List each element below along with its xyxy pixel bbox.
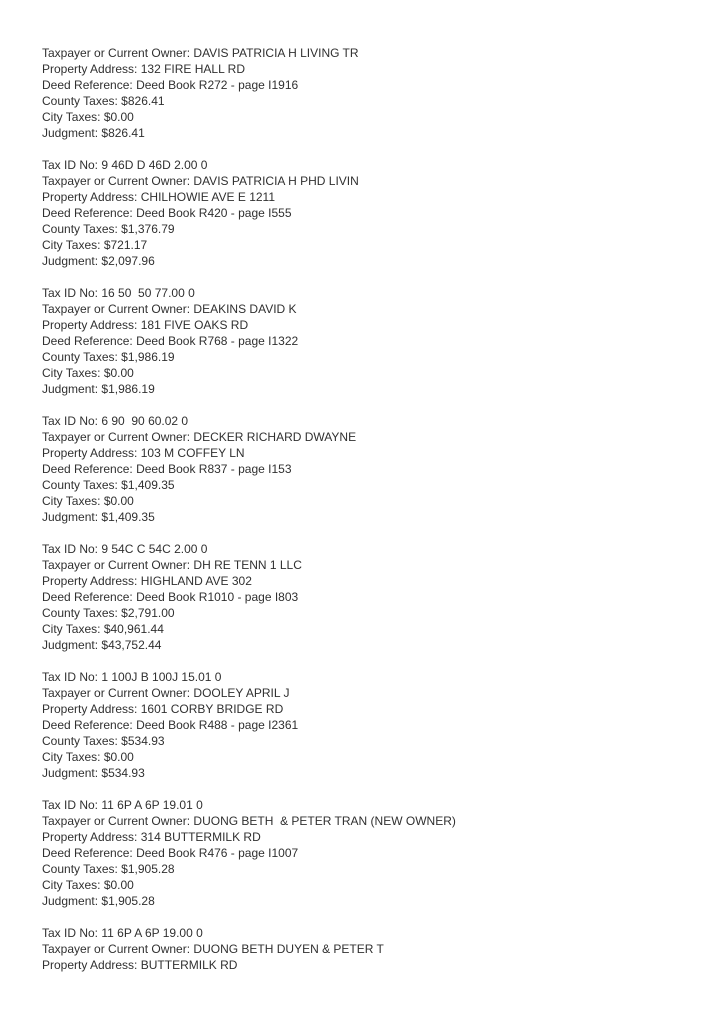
deed-value: Deed Book R420 - page I555 xyxy=(136,206,292,220)
owner-value: DUONG BETH & PETER TRAN (NEW OWNER) xyxy=(193,814,456,828)
deed-value: Deed Book R272 - page I1916 xyxy=(136,78,299,92)
address-label: Property Address: xyxy=(42,702,138,716)
tax-id-line xyxy=(42,413,684,429)
tax-id-line xyxy=(42,285,684,301)
county-taxes-label: County Taxes: xyxy=(42,862,118,876)
tax-id-line xyxy=(42,797,684,813)
county-taxes-line xyxy=(42,93,684,109)
owner-value: DH RE TENN 1 LLC xyxy=(193,558,302,572)
deed-line xyxy=(42,717,684,733)
owner-value: DUONG BETH DUYEN & PETER T xyxy=(193,942,384,956)
address-value: BUTTERMILK RD xyxy=(140,958,238,972)
city-taxes-value: $0.00 xyxy=(103,750,134,764)
owner-value: DAVIS PATRICIA H LIVING TR xyxy=(193,46,359,60)
county-taxes-value: $826.41 xyxy=(121,94,165,108)
city-taxes-label: City Taxes: xyxy=(42,494,101,508)
city-taxes-line xyxy=(42,493,684,509)
tax-record xyxy=(42,413,684,525)
owner-value: DOOLEY APRIL J xyxy=(193,686,290,700)
owner-label: Taxpayer or Current Owner: xyxy=(42,814,191,828)
tax-id-value: 16 50 50 77.00 0 xyxy=(101,286,195,300)
city-taxes-line xyxy=(42,749,684,765)
deed-line xyxy=(42,461,684,477)
city-taxes-line xyxy=(42,621,684,637)
judgment-value: $534.93 xyxy=(101,766,145,780)
owner-label: Taxpayer or Current Owner: xyxy=(42,46,191,60)
county-taxes-label: County Taxes: xyxy=(42,94,118,108)
judgment-value: $826.41 xyxy=(101,126,145,140)
tax-id-value: 6 90 90 60.02 0 xyxy=(101,414,189,428)
deed-value: Deed Book R488 - page I2361 xyxy=(136,718,299,732)
address-label: Property Address: xyxy=(42,958,138,972)
owner-label: Taxpayer or Current Owner: xyxy=(42,302,191,316)
tax-id-value: 9 54C C 54C 2.00 0 xyxy=(101,542,208,556)
county-taxes-line xyxy=(42,349,684,365)
county-taxes-label: County Taxes: xyxy=(42,606,118,620)
judgment-value: $1,986.19 xyxy=(101,382,155,396)
address-label: Property Address: xyxy=(42,446,138,460)
county-taxes-line xyxy=(42,477,684,493)
county-taxes-label: County Taxes: xyxy=(42,222,118,236)
tax-record xyxy=(42,797,684,909)
judgment-line xyxy=(42,509,684,525)
judgment-value: $2,097.96 xyxy=(101,254,155,268)
owner-line xyxy=(42,685,684,701)
tax-id-line xyxy=(42,541,684,557)
tax-id-label: Tax ID No: xyxy=(42,414,99,428)
judgment-value: $43,752.44 xyxy=(101,638,162,652)
address-line xyxy=(42,189,684,205)
county-taxes-value: $1,409.35 xyxy=(121,478,175,492)
owner-line xyxy=(42,941,684,957)
address-value: 103 M COFFEY LN xyxy=(140,446,245,460)
county-taxes-value: $1,905.28 xyxy=(121,862,175,876)
tax-id-label: Tax ID No: xyxy=(42,286,99,300)
judgment-label: Judgment: xyxy=(42,126,99,140)
address-value: CHILHOWIE AVE E 1211 xyxy=(140,190,276,204)
judgment-label: Judgment: xyxy=(42,510,99,524)
city-taxes-value: $40,961.44 xyxy=(103,622,164,636)
deed-line xyxy=(42,589,684,605)
address-line xyxy=(42,701,684,717)
county-taxes-value: $1,376.79 xyxy=(121,222,175,236)
city-taxes-value: $721.17 xyxy=(103,238,148,252)
city-taxes-value: $0.00 xyxy=(103,366,134,380)
owner-line xyxy=(42,429,684,445)
city-taxes-line xyxy=(42,109,684,125)
county-taxes-line xyxy=(42,221,684,237)
tax-record xyxy=(42,925,684,973)
judgment-line xyxy=(42,893,684,909)
deed-value: Deed Book R1010 - page I803 xyxy=(136,590,299,604)
owner-label: Taxpayer or Current Owner: xyxy=(42,686,191,700)
deed-label: Deed Reference: xyxy=(42,846,133,860)
deed-label: Deed Reference: xyxy=(42,334,133,348)
address-value: 132 FIRE HALL RD xyxy=(140,62,245,76)
tax-id-value: 1 100J B 100J 15.01 0 xyxy=(101,670,222,684)
address-value: 1601 CORBY BRIDGE RD xyxy=(140,702,284,716)
address-line xyxy=(42,61,684,77)
tax-id-line xyxy=(42,925,684,941)
judgment-line xyxy=(42,125,684,141)
owner-label: Taxpayer or Current Owner: xyxy=(42,942,191,956)
tax-id-label: Tax ID No: xyxy=(42,926,99,940)
county-taxes-line xyxy=(42,605,684,621)
address-label: Property Address: xyxy=(42,62,138,76)
county-taxes-line xyxy=(42,733,684,749)
deed-label: Deed Reference: xyxy=(42,78,133,92)
owner-label: Taxpayer or Current Owner: xyxy=(42,174,191,188)
address-value: HIGHLAND AVE 302 xyxy=(140,574,252,588)
city-taxes-line xyxy=(42,237,684,253)
address-line xyxy=(42,957,684,973)
judgment-value: $1,409.35 xyxy=(101,510,155,524)
owner-value: DEAKINS DAVID K xyxy=(193,302,297,316)
tax-id-label: Tax ID No: xyxy=(42,798,99,812)
owner-label: Taxpayer or Current Owner: xyxy=(42,430,191,444)
owner-label: Taxpayer or Current Owner: xyxy=(42,558,191,572)
owner-line xyxy=(42,813,684,829)
address-line xyxy=(42,317,684,333)
address-label: Property Address: xyxy=(42,574,138,588)
tax-record xyxy=(42,669,684,781)
city-taxes-label: City Taxes: xyxy=(42,878,101,892)
tax-id-label: Tax ID No: xyxy=(42,670,99,684)
city-taxes-value: $0.00 xyxy=(103,110,134,124)
city-taxes-line xyxy=(42,365,684,381)
tax-id-line xyxy=(42,669,684,685)
judgment-label: Judgment: xyxy=(42,638,99,652)
judgment-value: $1,905.28 xyxy=(101,894,155,908)
deed-value: Deed Book R768 - page I1322 xyxy=(136,334,299,348)
judgment-line xyxy=(42,381,684,397)
tax-id-value: 11 6P A 6P 19.01 0 xyxy=(101,798,203,812)
county-taxes-label: County Taxes: xyxy=(42,350,118,364)
judgment-label: Judgment: xyxy=(42,894,99,908)
owner-line xyxy=(42,557,684,573)
address-value: 314 BUTTERMILK RD xyxy=(140,830,261,844)
judgment-label: Judgment: xyxy=(42,766,99,780)
judgment-label: Judgment: xyxy=(42,254,99,268)
deed-label: Deed Reference: xyxy=(42,462,133,476)
deed-label: Deed Reference: xyxy=(42,590,133,604)
city-taxes-label: City Taxes: xyxy=(42,110,101,124)
city-taxes-label: City Taxes: xyxy=(42,366,101,380)
deed-line xyxy=(42,205,684,221)
owner-line xyxy=(42,173,684,189)
address-line xyxy=(42,445,684,461)
judgment-line xyxy=(42,765,684,781)
city-taxes-value: $0.00 xyxy=(103,494,134,508)
city-taxes-label: City Taxes: xyxy=(42,238,101,252)
tax-record xyxy=(42,541,684,653)
tax-id-value: 11 6P A 6P 19.00 0 xyxy=(101,926,203,940)
deed-value: Deed Book R476 - page I1007 xyxy=(136,846,299,860)
owner-line xyxy=(42,45,684,61)
deed-label: Deed Reference: xyxy=(42,206,133,220)
tax-id-label: Tax ID No: xyxy=(42,158,99,172)
deed-line xyxy=(42,845,684,861)
deed-label: Deed Reference: xyxy=(42,718,133,732)
tax-id-value: 9 46D D 46D 2.00 0 xyxy=(101,158,208,172)
address-line xyxy=(42,573,684,589)
address-label: Property Address: xyxy=(42,190,138,204)
county-taxes-value: $2,791.00 xyxy=(121,606,175,620)
city-taxes-label: City Taxes: xyxy=(42,622,101,636)
county-taxes-label: County Taxes: xyxy=(42,478,118,492)
judgment-line xyxy=(42,637,684,653)
owner-line xyxy=(42,301,684,317)
address-line xyxy=(42,829,684,845)
tax-id-line xyxy=(42,157,684,173)
tax-record xyxy=(42,45,684,141)
owner-value: DAVIS PATRICIA H PHD LIVIN xyxy=(193,174,359,188)
address-value: 181 FIVE OAKS RD xyxy=(140,318,249,332)
city-taxes-line xyxy=(42,877,684,893)
county-taxes-label: County Taxes: xyxy=(42,734,118,748)
address-label: Property Address: xyxy=(42,830,138,844)
tax-id-label: Tax ID No: xyxy=(42,542,99,556)
tax-record xyxy=(42,285,684,397)
tax-record xyxy=(42,157,684,269)
county-taxes-value: $534.93 xyxy=(121,734,165,748)
deed-line xyxy=(42,333,684,349)
deed-value: Deed Book R837 - page I153 xyxy=(136,462,292,476)
county-taxes-value: $1,986.19 xyxy=(121,350,175,364)
city-taxes-label: City Taxes: xyxy=(42,750,101,764)
owner-value: DECKER RICHARD DWAYNE xyxy=(193,430,357,444)
county-taxes-line xyxy=(42,861,684,877)
address-label: Property Address: xyxy=(42,318,138,332)
judgment-label: Judgment: xyxy=(42,382,99,396)
city-taxes-value: $0.00 xyxy=(103,878,134,892)
judgment-line xyxy=(42,253,684,269)
deed-line xyxy=(42,77,684,93)
